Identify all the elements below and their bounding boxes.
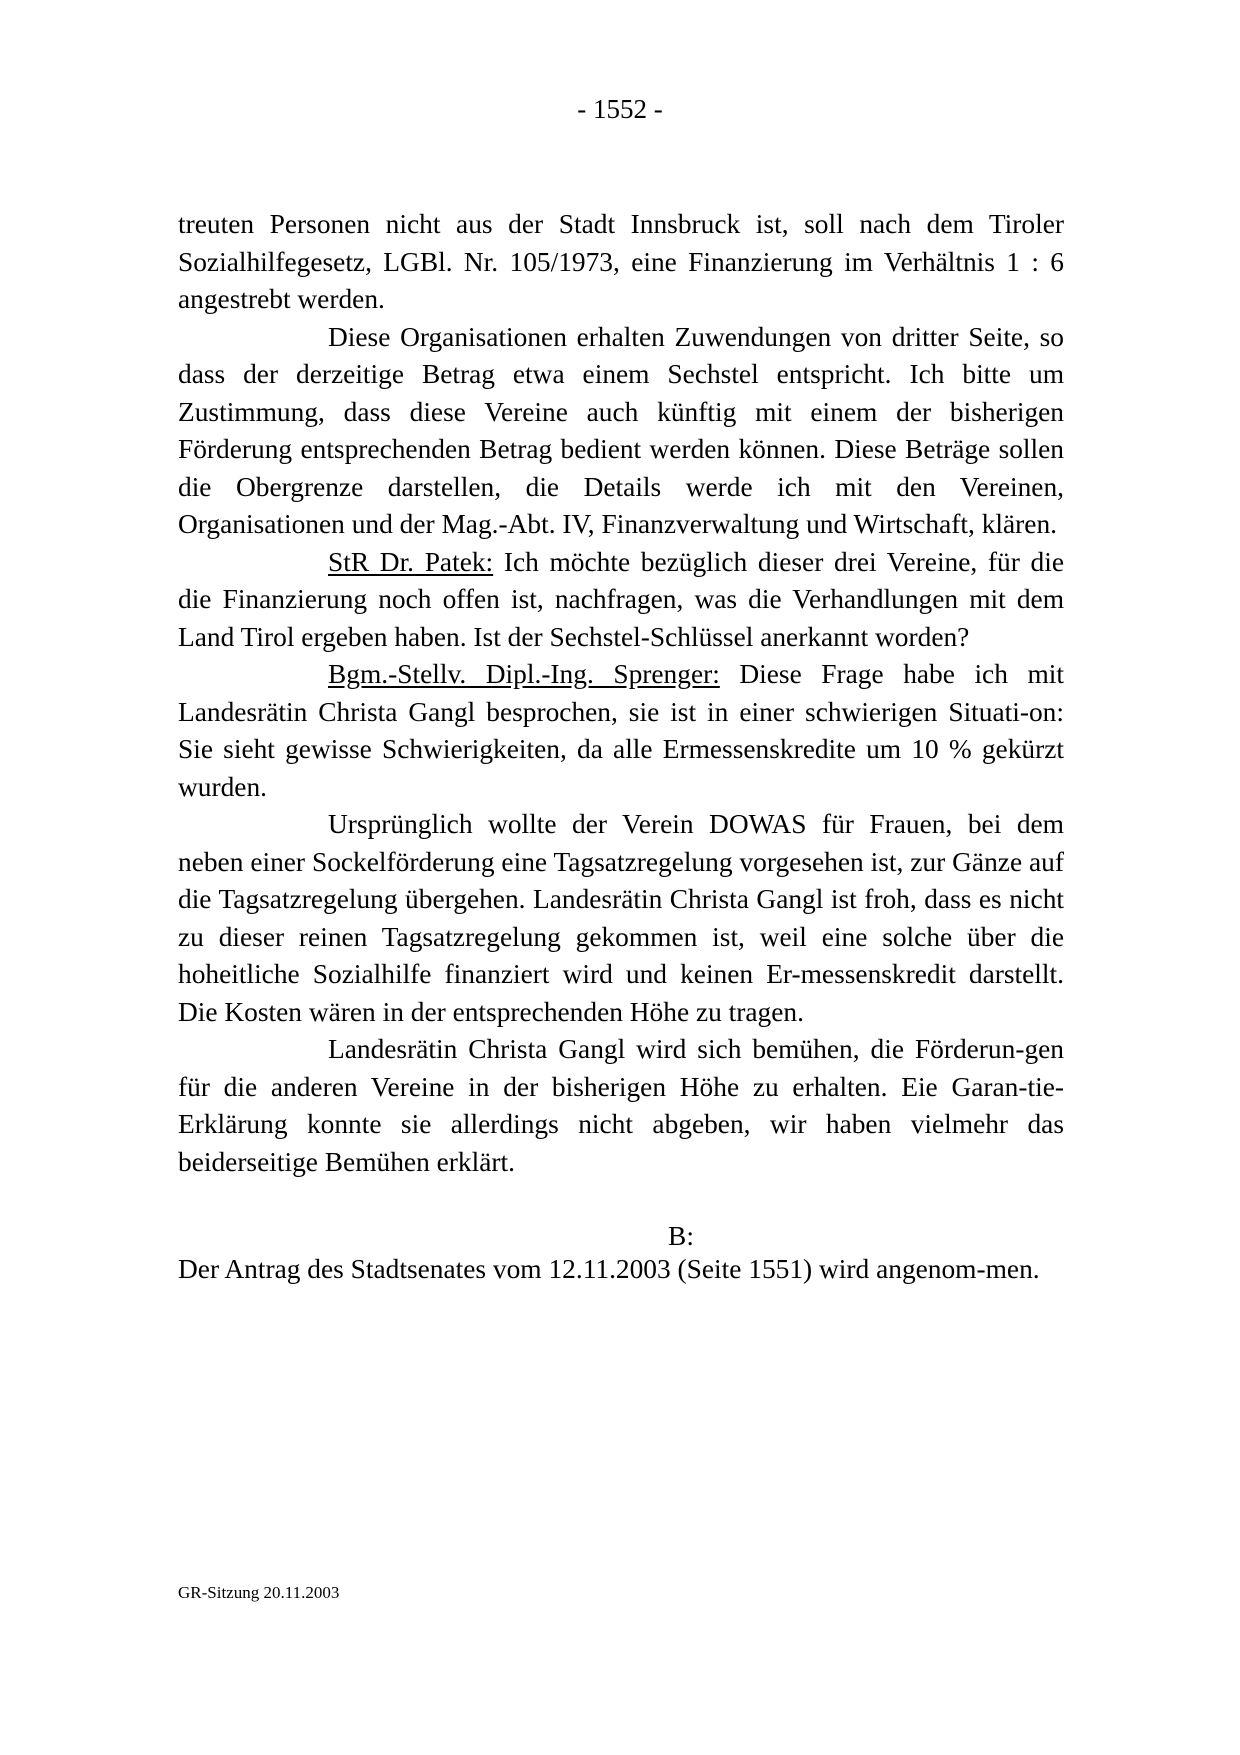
paragraph-3 — [178, 544, 1064, 657]
paragraph-5: Ursprünglich wollte der Verein DOWAS für Frauen, bei dem neben einer Sockelförderung eine Tagsatzregelung vorgesehen ist, zur Gänze auf die Tagsatzregelung übergehen. Landesrätin Christa Gangl ist froh, dass es nicht zu dieser reinen Tagsatzregelung gekommen ist, weil eine solche über die hoheitliche Sozialhilfe finanziert wird und keinen Er-messenskredit darstellt. Die Kosten wären in der entsprechenden Höhe zu tragen. — [178, 809, 1064, 1027]
speaker-name: Bgm.-Stellv. Dipl.-Ing. Sprenger: — [328, 659, 720, 689]
section-label: B: — [668, 1221, 694, 1251]
speaker-statement: Diese Frage habe ich mit Landesrätin Christa Gangl besprochen, sie ist in einer schwierigen Situati-on: Sie sieht gewisse Schwierigkeiten, da alle Ermessenskredite um 10 % gekürzt wurden. — [178, 659, 1064, 802]
footer-session-date: GR-Sitzung 20.11.2003 — [178, 1583, 340, 1602]
resolution-text: Der Antrag des Stadtsenates vom 12.11.2003 (Seite 1551) wird angenom-men. — [178, 1253, 1040, 1284]
speaker-name: StR Dr. Patek: — [328, 546, 494, 577]
page-number: - 1552 - — [577, 94, 663, 124]
paragraph-6: Landesrätin Christa Gangl wird sich bemühen, die Förderun-gen für die anderen Vereine in der bisherigen Höhe zu erhalten. Eie Garan-tie-Erklärung konnte sie allerdings nicht abgeben, wir haben vielmehr das beiderseitige Bemühen erklärt. — [178, 1034, 1064, 1177]
paragraph-4 — [178, 656, 1064, 806]
paragraph-2: Diese Organisationen erhalten Zuwendungen von dritter Seite, so dass der derzeitige Betrag etwa einem Sechstel entspricht. Ich bitte um Zustimmung, dass diese Vereine auch künftig mit einem der bisherigen Förderung entsprechenden Betrag bedient werden können. Diese Beträge sollen die Obergrenze darstellen, die Details werde ich mit den Vereinen, Organisationen und der Mag.-Abt. IV, Finanzverwaltung und Wirtschaft, klären. — [178, 321, 1064, 539]
paragraph-1: treuten Personen nicht aus der Stadt Innsbruck ist, soll nach dem Tiroler Sozialhilfegesetz, LGBl. Nr. 105/1973, eine Finanzierung im Verhältnis 1 : 6 angestrebt werden. — [178, 209, 1064, 314]
speaker-statement: Ich möchte bezüglich dieser drei Vereine, für die die Finanzierung noch offen ist, nachfragen, was die Verhandlungen mit dem Land Tirol ergeben haben. Ist der Sechstel-Schlüssel anerkannt worden? — [178, 546, 1065, 652]
document-body — [178, 206, 1064, 1283]
